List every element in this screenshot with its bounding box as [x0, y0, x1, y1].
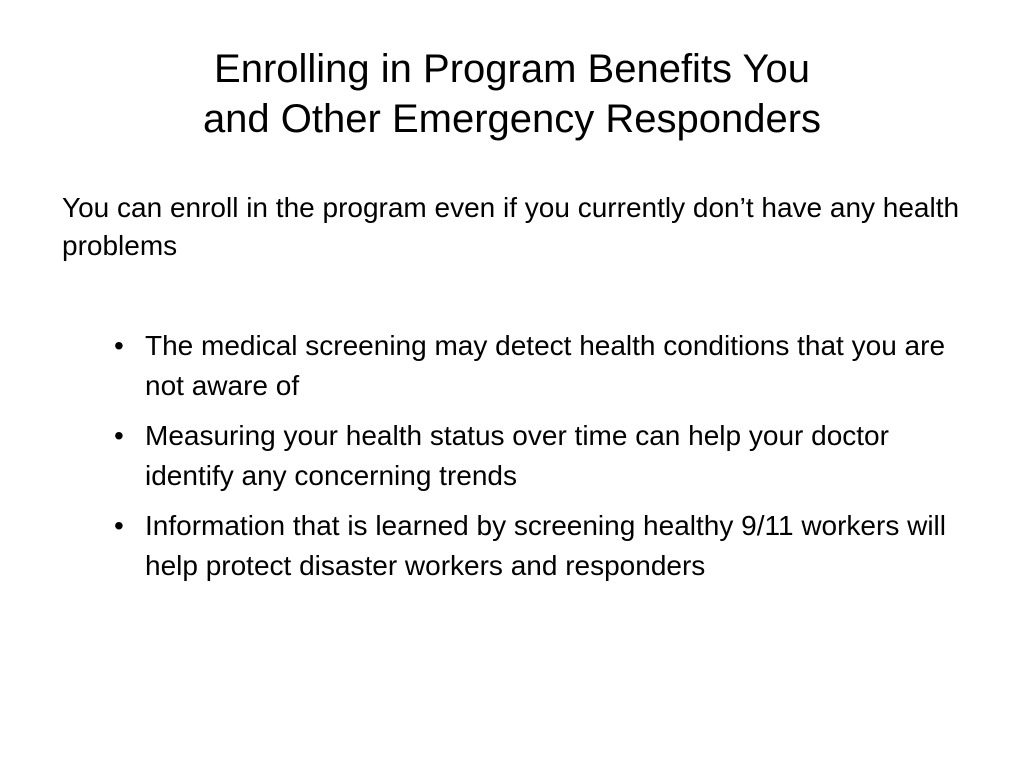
intro-text: You can enroll in the program even if you currently don’t have any health problems: [62, 192, 960, 261]
slide-title: [0, 44, 1024, 144]
bullet-icon: •: [114, 420, 124, 451]
bullet-icon: •: [114, 330, 124, 361]
bullet-text: Information that is learned by screening healthy 9/11 workers will help protect disaster workers and responders: [145, 510, 946, 581]
slide-title-line-1: Enrolling in Program Benefits You: [214, 47, 810, 91]
bullet-item: [108, 416, 968, 496]
bullet-item: [108, 506, 968, 586]
bullet-list: [108, 326, 968, 596]
bullet-icon: •: [114, 510, 124, 541]
slide-title-line-2: and Other Emergency Responders: [202, 97, 822, 141]
bullet-text: The medical screening may detect health conditions that you are not aware of: [145, 330, 946, 401]
bullet-text: Measuring your health status over time can help your doctor identify any concerning trends: [145, 420, 889, 491]
bullet-item: [108, 326, 968, 406]
